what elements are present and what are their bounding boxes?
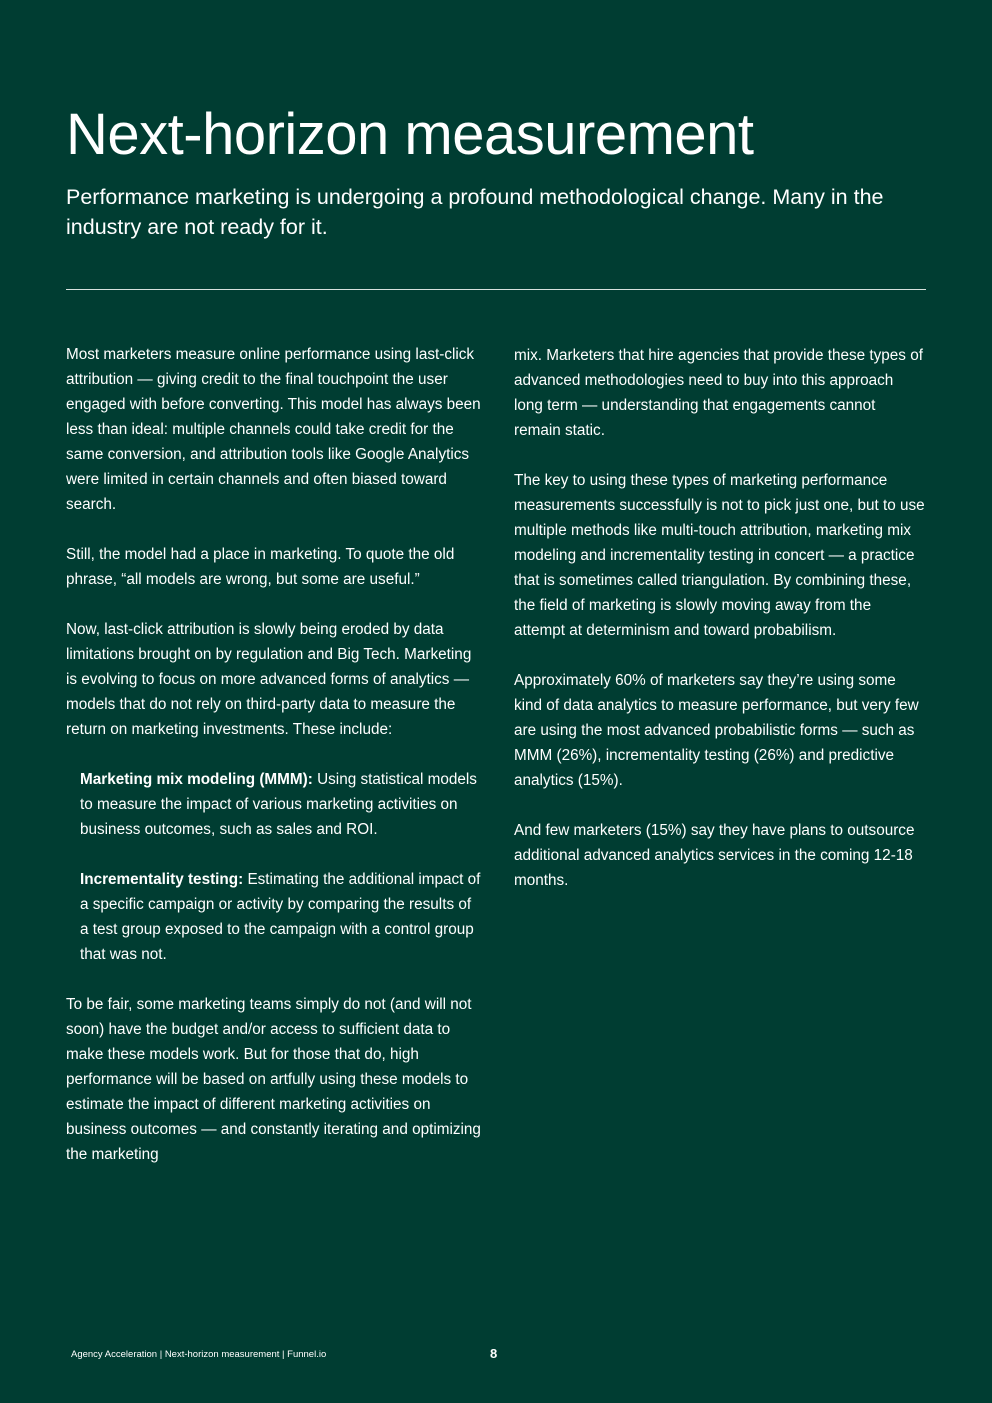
mmm-description: Using statistical models to measure the impact of various marketing activities on business outcomes, such as sales and ROI. [80, 771, 477, 838]
incrementality-description: Estimating the additional impact of a specific campaign or activity by comparing the results of a test group exposed to the campaign with a control group that was not. [80, 871, 481, 963]
mmm-term: Marketing mix modeling (MMM): [80, 771, 313, 788]
incrementality-definition [80, 867, 482, 967]
paragraph: The key to using these types of marketing performance measurements successfully is not to pick just one, but to use multiple methods like multi-touch attribution, marketing mix modeling and incrementality testing in concert — a practice that is sometimes called triangulation. By combining these, the field of marketing is slowly moving away from the attempt at determinism and toward probabilism. [514, 472, 925, 639]
paragraph: mix. Marketers that hire agencies that provide these types of advanced methodologies need to buy into this approach long term — understanding that engagements cannot remain static. [514, 347, 923, 439]
footer-breadcrumb: Agency Acceleration | Next-horizon measurement | Funnel.io [71, 1349, 327, 1360]
right-column [514, 343, 926, 893]
section-divider [66, 289, 926, 290]
paragraph: To be fair, some marketing teams simply do not (and will not soon) have the budget and/or access to sufficient data to make these models work. But for those that do, high performance will be based on artfully using these models to estimate the impact of different marketing activities on business outcomes — and constantly iterating and optimizing the marketing [66, 996, 481, 1163]
paragraph: Now, last-click attribution is slowly being eroded by data limitations brought on by regulation and Big Tech. Marketing is evolving to focus on more advanced forms of analytics — models that do not rely on third-party data to measure the return on marketing investments. These include: [66, 621, 472, 738]
paragraph: Still, the model had a place in marketing. To quote the old phrase, “all models are wrong, but some are useful.” [66, 546, 455, 588]
page-title: Next-horizon measurement [66, 102, 754, 167]
page-subtitle: Performance marketing is undergoing a profound methodological change. Many in the industry are not ready for it. [66, 185, 884, 239]
paragraph: And few marketers (15%) say they have plans to outsource additional advanced analytics services in the coming 12-18 months. [514, 822, 915, 889]
left-column [66, 342, 482, 1167]
page-number: 8 [490, 1346, 498, 1361]
incrementality-term: Incrementality testing: [80, 871, 244, 888]
mmm-definition [80, 767, 482, 842]
paragraph: Approximately 60% of marketers say they’re using some kind of data analytics to measure performance, but very few are using the most advanced probabilistic forms — such as MMM (26%), incrementality testing (26%) and predictive analytics (15%). [514, 672, 919, 789]
paragraph: Most marketers measure online performance using last-click attribution — giving credit to the final touchpoint the user engaged with before converting. This model has always been less than ideal: multiple channels could take credit for the same conversion, and attribution tools like Google Analytics were limited in certain channels and often biased toward search. [66, 346, 481, 513]
